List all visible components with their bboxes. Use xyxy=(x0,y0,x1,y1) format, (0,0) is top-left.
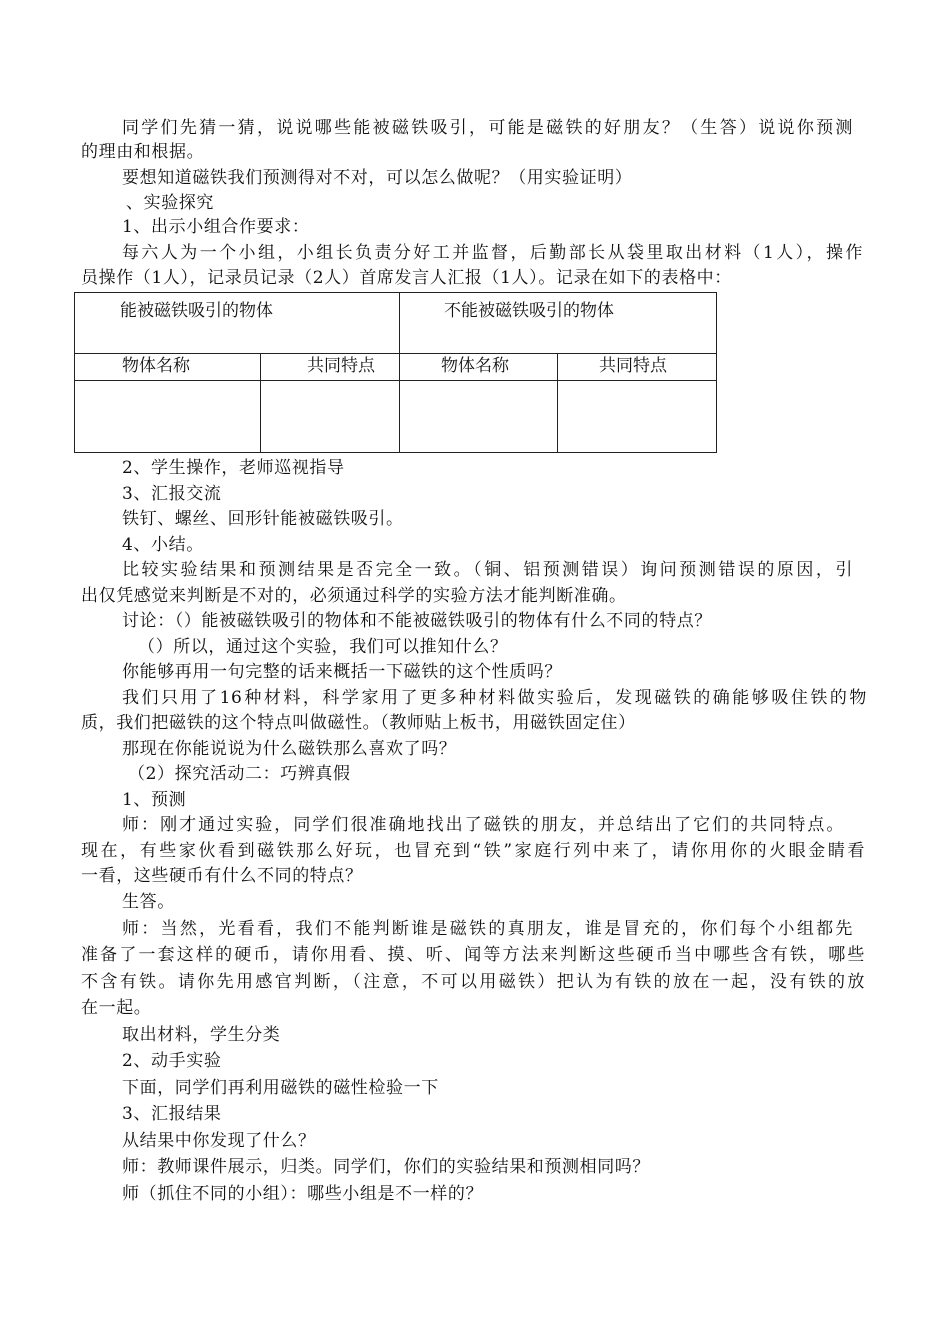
section-heading: 、实验探究 xyxy=(126,193,214,213)
column-header-cell xyxy=(400,354,558,381)
paragraph-line: 要想知道磁铁我们预测得对不对，可以怎么做呢？（用实验证明） xyxy=(122,168,633,188)
attracted-header: 能被磁铁吸引的物体 xyxy=(120,301,273,321)
column-header-name: 物体名称 xyxy=(122,356,190,376)
paragraph-line: 的理由和根据。 xyxy=(81,142,205,162)
attracted-header-cell xyxy=(75,293,400,354)
paragraph-line: 铁钉、螺丝、回形针能被磁铁吸引。 xyxy=(122,509,404,529)
paragraph-line: 1、预测 xyxy=(122,790,187,810)
not-attracted-header-cell xyxy=(400,293,717,354)
paragraph-line: 同学们先猜一猜，说说哪些能被磁铁吸引，可能是磁铁的好朋友？（生答）说说你预测 xyxy=(122,118,853,138)
paragraph-line: 取出材料，学生分类 xyxy=(122,1025,281,1045)
table-cell xyxy=(558,381,717,453)
paragraph-line: 2、动手实验 xyxy=(122,1051,222,1071)
column-header-feature: 共同特点 xyxy=(599,356,667,376)
paragraph-line: 在一起。 xyxy=(81,998,152,1018)
paragraph-line: 师：刚才通过实验，同学们很准确地找出了磁铁的朋友，并总结出了它们的共同特点。 xyxy=(122,815,844,835)
column-header-cell xyxy=(558,354,717,381)
paragraph-line: 准备了一套这样的硬币，请你用看、摸、听、闻等方法来判断这些硬币当中哪些含有铁，哪些 xyxy=(81,945,865,965)
paragraph-line: 师：当然，光看看，我们不能判断谁是磁铁的真朋友，谁是冒充的，你们每个小组都先 xyxy=(122,919,853,939)
table-cell xyxy=(261,381,400,453)
paragraph-line: 师（抓住不同的小组）：哪些小组是不一样的？ xyxy=(122,1184,484,1204)
paragraph-line: 讨论：（）能被磁铁吸引的物体和不能被磁铁吸引的物体有什么不同的特点？ xyxy=(122,611,712,631)
paragraph-line: （）所以，通过这个实验，我们可以推知什么？ xyxy=(138,637,508,657)
paragraph-line: 一看，这些硬币有什么不同的特点？ xyxy=(81,866,363,886)
not-attracted-header: 不能被磁铁吸引的物体 xyxy=(444,301,614,321)
paragraph-line: 员操作（1人），记录员记录（2人）首席发言人汇报（1人）。记录在如下的表格中： xyxy=(81,268,732,288)
paragraph-line: 出仅凭感觉来判断是不对的，必须通过科学的实验方法才能判断准确。 xyxy=(81,586,627,606)
paragraph-line: 那现在你能说说为什么磁铁那么喜欢了吗？ xyxy=(122,739,457,759)
paragraph-line: 你能够再用一句完整的话来概括一下磁铁的这个性质吗？ xyxy=(122,662,562,682)
record-table xyxy=(74,292,717,453)
paragraph-line: 质，我们把磁铁的这个特点叫做磁性。（教师贴上板书，用磁铁固定住） xyxy=(81,713,636,733)
paragraph-line: 3、汇报结果 xyxy=(122,1104,222,1124)
column-header-cell xyxy=(75,354,261,381)
paragraph-line: 生答。 xyxy=(122,892,175,912)
table-cell xyxy=(400,381,558,453)
paragraph-line: 1、出示小组合作要求： xyxy=(122,217,310,237)
paragraph-line: 比较实验结果和预测结果是否完全一致。（铜、铝预测错误）询问预测错误的原因，引 xyxy=(122,560,853,580)
paragraph-line: 从结果中你发现了什么？ xyxy=(122,1131,316,1151)
table-cell xyxy=(75,381,261,453)
paragraph-line: 4、小结。 xyxy=(122,535,204,555)
paragraph-line: 每六人为一个小组，小组长负责分好工并监督，后勤部长从袋里取出材料（1人），操作 xyxy=(122,243,863,263)
column-header-feature: 共同特点 xyxy=(307,356,375,376)
section-heading: （2）探究活动二：巧辨真假 xyxy=(128,764,351,784)
paragraph-line: 师：教师课件展示，归类。同学们，你们的实验结果和预测相同吗？ xyxy=(122,1157,650,1177)
paragraph-line: 现在，有些家伙看到磁铁那么好玩，也冒充到“铁”家庭行列中来了，请你用你的火眼金睛看 xyxy=(81,841,865,861)
paragraph-line: 2、学生操作，老师巡视指导 xyxy=(122,458,345,478)
paragraph-line: 3、汇报交流 xyxy=(122,484,222,504)
column-header-cell xyxy=(261,354,400,381)
paragraph-line: 我们只用了16种材料，科学家用了更多种材料做实验后，发现磁铁的确能够吸住铁的物 xyxy=(122,688,867,708)
paragraph-line: 不含有铁。请你先用感官判断，（注意，不可以用磁铁）把认为有铁的放在一起，没有铁的放 xyxy=(81,972,865,992)
paragraph-line: 下面，同学们再利用磁铁的磁性检验一下 xyxy=(122,1078,439,1098)
column-header-name: 物体名称 xyxy=(441,356,509,376)
